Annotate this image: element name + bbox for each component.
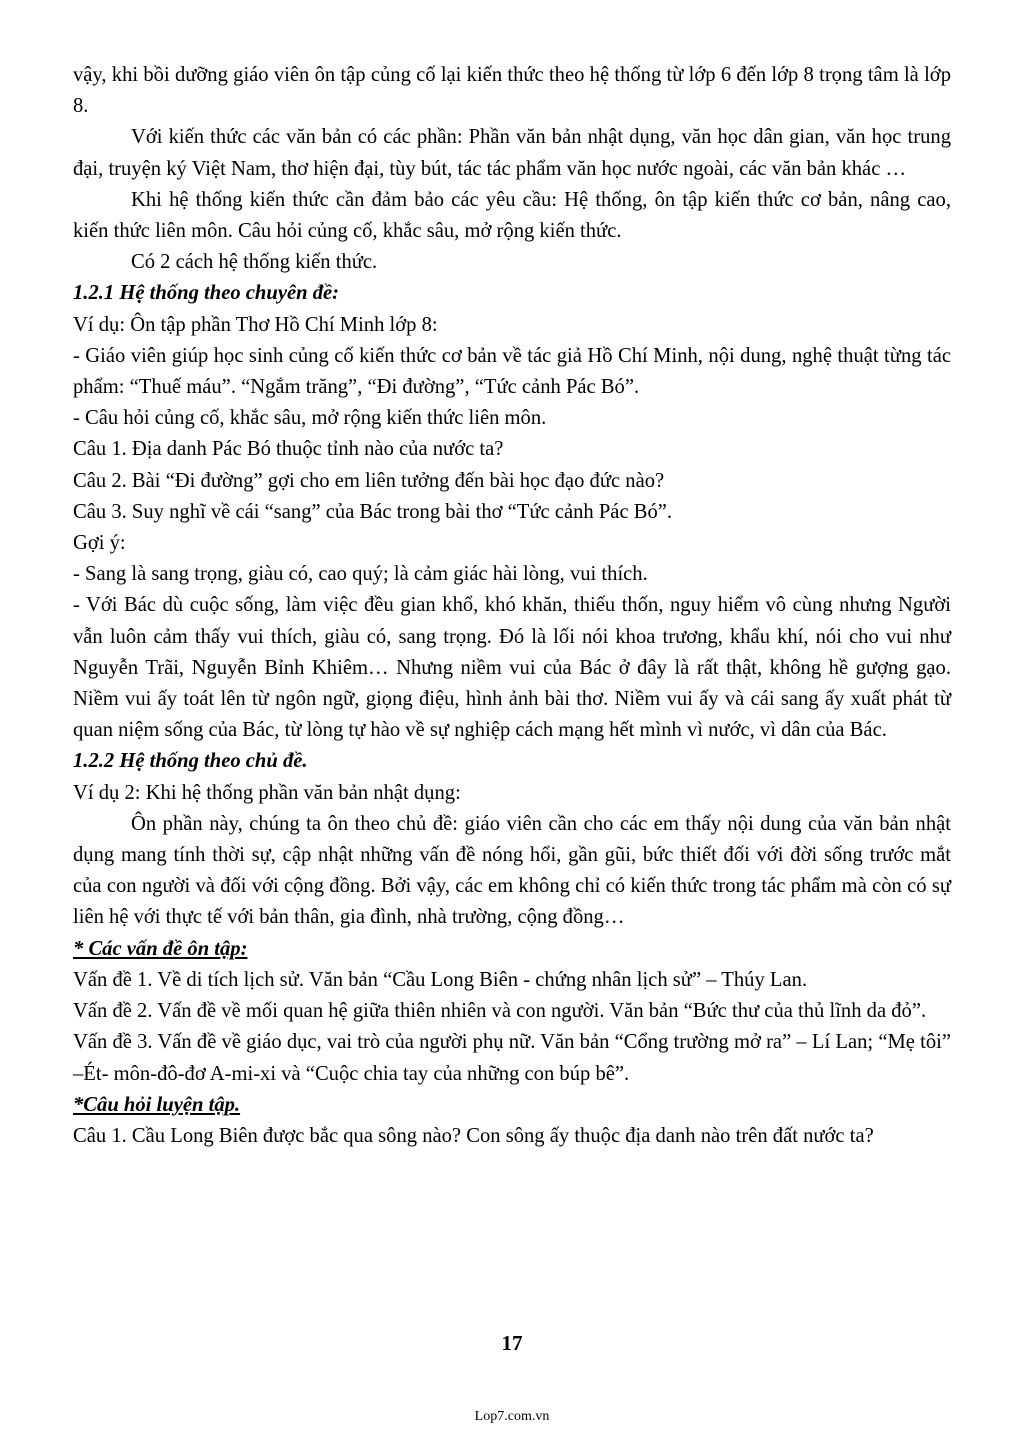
section-heading: * Các vấn đề ôn tập: [73,937,248,960]
question: Câu 1. Địa danh Pác Bó thuộc tỉnh nào của nước ta? [73,438,504,461]
paragraph: Gợi ý: [73,532,126,555]
paragraph: vậy, khi bồi dưỡng giáo viên ôn tập củng cố lại kiến thức theo hệ thống từ lớp 6 đến lớp 8 trọng tâm là lớp 8. [73,64,951,118]
paragraph: - Câu hỏi củng cố, khắc sâu, mở rộng kiến thức liên môn. [73,407,547,430]
section-heading: 1.2.1 Hệ thống theo chuyên đề: [73,282,339,305]
question: Câu 2. Bài “Đi đường” gợi cho em liên tưởng đến bài học đạo đức nào? [73,469,665,492]
paragraph: Vấn đề 3. Vấn đề về giáo dục, vai trò của người phụ nữ. Văn bản “Cổng trường mở ra” – Lí Lan; “Mẹ tôi” –Ét- môn-đô-đơ A-mi-xi và “Cuộc chia tay của những con búp bê”. [73,1031,951,1085]
paragraph: - Giáo viên giúp học sinh củng cố kiến thức cơ bản về tác giả Hồ Chí Minh, nội dung, nghệ thuật từng tác phẩm: “Thuế máu”. “Ngắm trăng”, “Đi đường”, “Tức cảnh Pác Bó”. [73,344,951,399]
paragraph: - Với Bác dù cuộc sống, làm việc đều gian khổ, khó khăn, thiếu thốn, nguy hiểm vô cùng nhưng Người vẫn luôn cảm thấy vui thích, giàu có, sang trọng. Đó là lối nói khoa trương, khẩu khí, nói cho vui như Nguyễn Trãi, Nguyễn Bỉnh Khiêm… Nhưng niềm vui của Bác ở đây là rất thật, không hề gượng gạo. Niềm vui ấy toát lên từ ngôn ngữ, giọng điệu, hình ảnh bài thơ. Niềm vui ấy và cái sang ấy xuất phát từ quan niệm sống của Bác, từ lòng tự hào về sự nghiệp cách mạng hết mình vì nước, vì dân của Bác. [73,594,951,742]
paragraph: Với kiến thức các văn bản có các phần: Phần văn bản nhật dụng, văn học dân gian, văn học trung đại, truyện ký Việt Nam, thơ hiện đại, tùy bút, tác tác phẩm văn học nước ngoài, các văn bản khác … [73,126,951,180]
footer-text: Lop7.com.vn [474,1409,550,1424]
paragraph: Ôn phần này, chúng ta ôn theo chủ đề: giáo viên cần cho các em thấy nội dung của văn bản nhật dụng mang tính thời sự, cập nhật những vấn đề nóng hổi, gần gũi, bức thiết đối với đời sống trước mắt của con người và đối với cộng đồng. Bởi vậy, các em không chỉ có kiến thức trong tác phẩm mà còn có sự liên hệ với thực tế với bản thân, gia đình, nhà trường, cộng đồng… [73,812,951,929]
section-heading: 1.2.2 Hệ thống theo chủ đề. [73,750,308,773]
question: Câu 1. Cầu Long Biên được bắc qua sông nào? Con sông ấy thuộc địa danh nào trên đất nước ta? [73,1124,874,1147]
document-body [73,60,951,1152]
paragraph: Vấn đề 2. Vấn đề về mối quan hệ giữa thiên nhiên và con người. Văn bản “Bức thư của thủ lĩnh da đỏ”. [73,1000,927,1023]
paragraph: Ví dụ 2: Khi hệ thống phần văn bản nhật dụng: [73,781,461,804]
page-number: 17 [501,1331,523,1355]
paragraph: Có 2 cách hệ thống kiến thức. [131,251,378,274]
section-heading: *Câu hỏi luyện tập. [73,1093,241,1116]
paragraph: Khi hệ thống kiến thức cần đảm bảo các yêu cầu: Hệ thống, ôn tập kiến thức cơ bản, nâng cao, kiến thức liên môn. Câu hỏi củng cố, khắc sâu, mở rộng kiến thức. [73,188,951,243]
question: Câu 3. Suy nghĩ về cái “sang” của Bác trong bài thơ “Tức cảnh Pác Bó”. [73,500,673,523]
paragraph: - Sang là sang trọng, giàu có, cao quý; là cảm giác hài lòng, vui thích. [73,563,648,586]
paragraph: Ví dụ: Ôn tập phần Thơ Hồ Chí Minh lớp 8: [73,313,438,336]
paragraph: Vấn đề 1. Về di tích lịch sử. Văn bản “Cầu Long Biên - chứng nhân lịch sử” – Thúy Lan. [73,968,808,991]
